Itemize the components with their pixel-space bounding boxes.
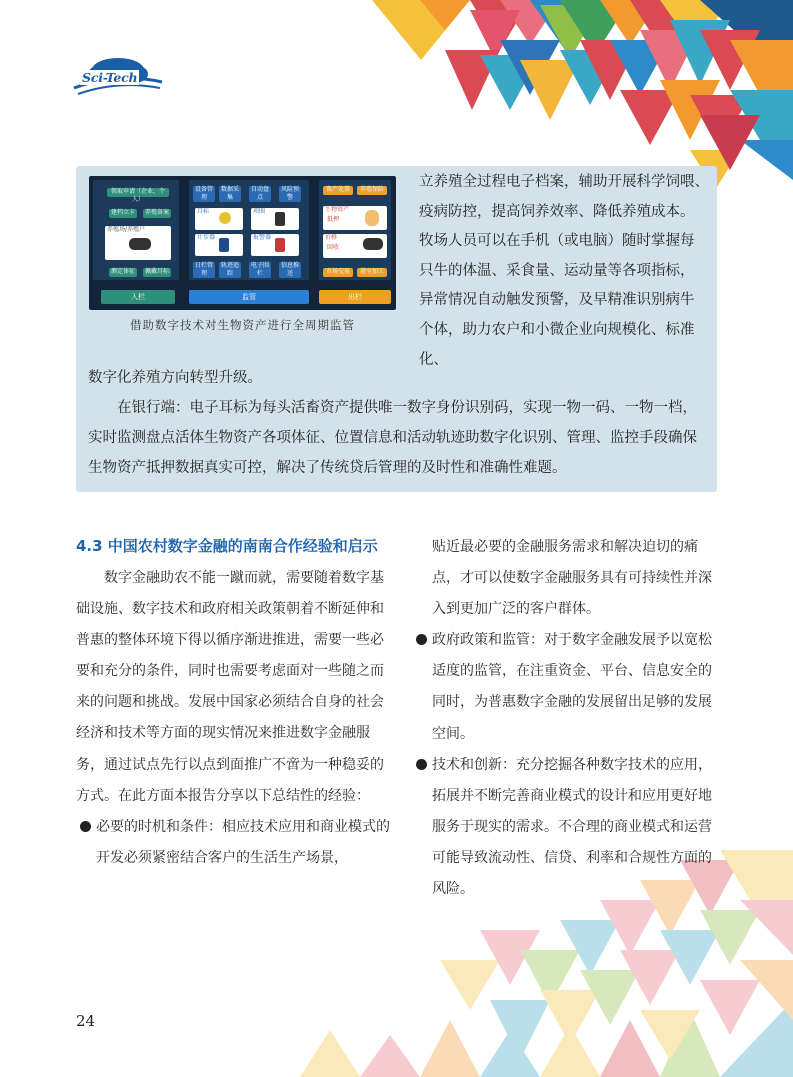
- fig-label: 测定体征: [110, 268, 135, 275]
- bullet-item: [76, 812, 390, 874]
- bullet-dot-icon: [416, 759, 427, 770]
- fig-label: 养殖备案: [144, 209, 169, 216]
- right-column: [412, 532, 722, 905]
- text-line: 立养殖全过程电子档案，辅助开展科学饲喂、: [419, 174, 709, 190]
- text-line: 异常情况自动触发预警，及早精准识别病牛: [419, 292, 695, 309]
- text-line: 实时监测盘点活体生物资产各项体征、位置信息和活动轨迹助数字化识别、管理、监控手段确保: [88, 430, 697, 446]
- fig-label: 数据采集: [220, 186, 239, 201]
- text-line: 在银行端：电子耳标为每头活畜资产提供唯一数字身份识别码，实现一物一码、一物一档，: [117, 400, 697, 416]
- text-line: 牧场人员可以在手机（或电脑）随时掌握每: [419, 233, 695, 250]
- bullet-item: [412, 750, 722, 905]
- fig-label: 生物资产: [323, 206, 387, 230]
- fig-label: 风险预警: [280, 186, 299, 201]
- section-title: 4.3 中国农村数字金融的南南合作经验和启示: [76, 537, 378, 555]
- livestock-monitoring-figure: [89, 176, 396, 310]
- fig-label: 价格: [323, 234, 387, 258]
- box-right-text: [419, 168, 709, 375]
- figure-caption: 借助数字技术对生物资产进行全周期监管: [130, 318, 355, 332]
- bullet-dot-icon: [80, 821, 91, 832]
- fig-label: 佩戴耳标: [144, 268, 169, 275]
- person-icon: [365, 210, 379, 226]
- fig-label: 养殖场/养殖户: [105, 226, 171, 260]
- intro-paragraph: 数字金融助农不能一蹴而就，需要随着数字基础设施、数字技术和政府相关政策朝着不断延伸和普惠的整体环境下得以循序渐进推进，需要一些必要和充分的条件，同时也需要考虑面对一些随之而来的问题和挑战。发展中国家必须结合自身的社会经济和技术等方面的现实情况来推进数字金融服务，通过试点先行以点到面推广不啻为一种稳妥的方式。在此方面本报告分享以下总结性的经验：: [76, 570, 384, 804]
- stage-label: 入栏: [101, 290, 175, 304]
- page-number: 24: [76, 1012, 96, 1030]
- collar-icon: [275, 212, 285, 226]
- fig-label: 资产处置: [323, 186, 353, 195]
- fig-label: 养殖保险: [357, 186, 387, 195]
- fig-label: 抵押: [326, 216, 339, 223]
- fig-label: 设备管理: [194, 186, 213, 201]
- fig-label: 市场交易: [323, 268, 353, 277]
- alarm-icon: [275, 238, 285, 252]
- fig-label: 建档立卡: [110, 209, 135, 216]
- text-line: 数字化养殖方向转型升级。: [88, 370, 262, 386]
- sci-tech-logo: [72, 52, 164, 98]
- bullet-continuation: 贴近最必要的金融服务需求和解决迫切的痛点，才可以使数字金融服务具有可持续性并深入到更加广泛的客户群体。: [432, 539, 712, 618]
- fig-label: 轨迹追踪: [220, 262, 239, 277]
- fig-label: 电子围栏: [250, 262, 269, 277]
- stage-label: 出栏: [319, 290, 391, 304]
- left-column: [76, 563, 390, 874]
- text-line: 个体，助力农户和小微企业向规模化、标准化、: [419, 321, 695, 368]
- fig-label: 计步器: [195, 234, 243, 256]
- text-line: 只牛的体温、采食量、运动量等各项指标，: [419, 262, 695, 279]
- cow-icon: [363, 238, 383, 250]
- logo-text: Sci-Tech: [82, 70, 138, 85]
- bullet-item: [412, 625, 722, 749]
- fig-label: 项圈: [251, 208, 299, 230]
- ear-tag-icon: [219, 212, 231, 224]
- pedometer-icon: [219, 238, 229, 252]
- fig-label: 日栏管理: [194, 262, 213, 277]
- bullet-text: 技术和创新：充分挖掘各种数字技术的应用，拓展并不断完善商业模式的设计和应用更好地服务于现实的需求。不合理的商业模式和运营可能导致流动性、信贷、利率和合规性方面的风险。: [432, 756, 712, 898]
- text-line: 疫病防控，提高饲养效率、降低养殖成本。: [419, 203, 695, 220]
- fig-label: 信息推送: [280, 262, 299, 277]
- bullet-text: 政府政策和监管：对于数字金融发展予以宽松适度的监管，在注重资金、平台、信息安全的同时，为普惠数字金融的发展留出足够的发展空间。: [432, 632, 712, 742]
- bullet-text: 必要的时机和条件：相应技术应用和商业模式的开发必须紧密结合客户的生活生产场景，: [96, 818, 390, 866]
- bullet-dot-icon: [416, 634, 427, 645]
- fig-label: 自动盘点: [250, 186, 269, 201]
- text-line: 生物资产抵押数据真实可控，解决了传统贷后管理的及时性和准确性难题。: [88, 460, 567, 476]
- fig-label: 耳标: [195, 208, 243, 230]
- fig-label: 回收: [326, 244, 339, 251]
- cow-icon: [129, 238, 151, 250]
- fig-label: 屠宰加工: [357, 268, 387, 277]
- fig-label: 报警器: [251, 234, 299, 256]
- fig-label: 领取申请（企业、个人）: [107, 188, 169, 197]
- stage-label: 监管: [189, 290, 309, 304]
